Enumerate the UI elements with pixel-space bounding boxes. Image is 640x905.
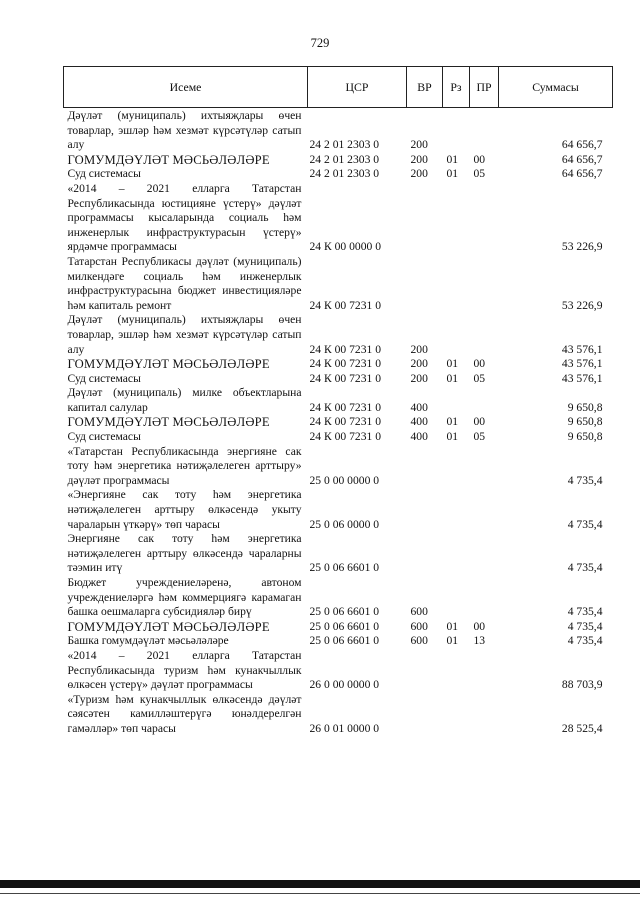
row-rz [443,576,470,620]
row-rz [443,386,470,415]
row-name: ГОМУМДӘҮЛӘТ МӘСЬӘЛӘЛӘРЕ [67,152,270,167]
row-name: «Энергияне сак тоту һәм энергетика нәтиҗәлелеген арттыру өлкәсендә укыту чараларын үткәрү» төп чарасы [67,488,302,531]
row-csr: 25 0 06 6601 0 [309,605,380,619]
table-row [64,620,613,635]
row-name: «2014 – 2021 елларга Татарстан Республикасында туризм һәм кунакчыллык өлкәсен үстерү» дәүләт программасы [67,648,302,692]
table-row [64,415,613,430]
row-pr: 05 [473,371,486,385]
row-csr: 24 К 00 7231 0 [309,400,381,414]
row-vr: 400 [410,430,428,444]
row-vr [407,693,443,737]
row-csr: 24 К 00 7231 0 [309,342,381,356]
row-name: «2014 – 2021 елларга Татарстан Республикасында юстицияне үстерү» дәүләт программасы кысаларында социаль һәм инженерлык инфраструктурасын үстерү» ярдәмче программасы [67,181,302,254]
row-csr: 26 0 01 0000 0 [309,721,380,735]
row-pr: 13 [473,634,486,648]
row-csr: 24 К 00 7231 0 [309,298,381,312]
row-rz [443,649,470,693]
row-sum: 9 650,8 [567,415,603,429]
table-row [64,313,613,357]
row-sum: 64 656,7 [561,138,603,152]
row-rz [443,488,470,532]
scan-edge-line [0,893,640,894]
table-row [64,634,613,649]
row-name: Суд системасы [67,430,141,444]
row-sum: 64 656,7 [561,167,603,181]
row-pr: 05 [473,430,486,444]
table-row [64,649,613,693]
row-csr: 24 К 00 7231 0 [309,357,381,371]
row-pr: 00 [473,152,486,166]
row-pr: 05 [473,167,486,181]
row-name: Башка гомумдәүләт мәсьәләләре [67,634,229,648]
row-rz: 01 [446,415,459,429]
row-vr [407,182,443,255]
row-name: ГОМУМДӘҮЛӘТ МӘСЬӘЛӘЛӘРЕ [67,415,270,430]
row-csr: 26 0 00 0000 0 [309,678,380,692]
row-rz [443,255,470,313]
table-row [64,372,613,387]
row-sum: 28 525,4 [561,721,603,735]
row-sum: 4 735,4 [567,619,603,633]
row-name: Татарстан Республикасы дәүләт (муниципаль) милкендәге социаль һәм инженерлык инфраструктурасына бюджет инвестицияләре һәм капиталь ремонт [67,254,302,312]
row-rz [443,313,470,357]
row-csr: 25 0 06 6601 0 [309,619,380,633]
table-row [64,357,613,372]
row-csr: 25 0 06 0000 0 [309,517,380,531]
row-rz: 01 [446,619,459,633]
row-csr: 24 2 01 2303 0 [309,167,380,181]
row-name: ГОМУМДӘҮЛӘТ МӘСЬӘЛӘЛӘРЕ [67,619,270,634]
header-sum: Суммасы [499,67,613,108]
row-sum: 64 656,7 [561,152,603,166]
row-sum: 53 226,9 [561,240,603,254]
table-row [64,576,613,620]
row-vr: 200 [410,357,428,371]
row-pr: 00 [473,357,486,371]
row-pr [470,182,499,255]
row-rz [443,445,470,489]
row-pr [470,108,499,153]
row-pr [470,488,499,532]
row-vr [407,532,443,576]
row-sum: 4 735,4 [567,473,603,487]
row-pr [470,445,499,489]
row-pr: 00 [473,415,486,429]
row-sum: 4 735,4 [567,605,603,619]
row-pr [470,576,499,620]
row-sum: 43 576,1 [561,342,603,356]
row-name: Суд системасы [67,371,141,385]
row-sum: 4 735,4 [567,517,603,531]
table-row [64,693,613,737]
row-csr: 25 0 00 0000 0 [309,473,380,487]
row-rz [443,693,470,737]
row-name: ГОМУМДӘҮЛӘТ МӘСЬӘЛӘЛӘРЕ [67,357,270,372]
row-vr [407,488,443,532]
row-pr [470,255,499,313]
header-pr: ПР [470,67,499,108]
row-rz: 01 [446,357,459,371]
row-name: Дәүләт (муниципаль) ихтыяҗлары өчен товарлар, эшләр һәм хезмәт күрсәтүләр сатып алу [67,313,302,356]
row-vr: 200 [410,342,428,356]
row-sum: 53 226,9 [561,298,603,312]
row-vr [407,255,443,313]
row-sum: 43 576,1 [561,357,603,371]
row-sum: 9 650,8 [567,400,603,414]
row-vr: 400 [410,415,428,429]
row-sum: 43 576,1 [561,371,603,385]
row-csr: 24 К 00 7231 0 [309,430,381,444]
table-body [64,108,613,737]
row-name: «Туризм һәм кунакчыллык өлкәсендә дәүләт сәясәтен камилләштерүгә юнәлдерелгән гамәлләр» төп чарасы [67,692,302,735]
table-row [64,167,613,182]
row-rz [443,108,470,153]
table-row [64,153,613,168]
row-name: «Татарстан Республикасында энергияне сак тоту һәм энергетика нәтиҗәлелеген арттыру» дәүләт программасы [67,444,302,487]
page-number: 729 [310,36,330,50]
row-csr: 24 К 00 7231 0 [309,371,381,385]
row-csr: 24 К 00 0000 0 [309,240,381,254]
row-vr: 200 [410,152,428,166]
row-pr [470,532,499,576]
row-vr: 600 [410,634,428,648]
row-csr: 25 0 06 6601 0 [309,634,380,648]
table-row [64,430,613,445]
row-sum: 9 650,8 [567,430,603,444]
row-sum: 4 735,4 [567,561,603,575]
row-sum: 4 735,4 [567,634,603,648]
row-pr [470,649,499,693]
row-csr: 24 2 01 2303 0 [309,138,380,152]
row-sum: 88 703,9 [561,678,603,692]
row-rz: 01 [446,430,459,444]
row-pr [470,693,499,737]
row-vr: 600 [410,619,428,633]
budget-table [63,66,613,737]
table-row [64,182,613,255]
row-csr: 24 2 01 2303 0 [309,152,380,166]
table-row [64,108,613,153]
row-vr: 200 [410,138,428,152]
header-rz: Рз [443,67,470,108]
row-rz: 01 [446,167,459,181]
row-vr: 200 [410,371,428,385]
table-row [64,255,613,313]
row-name: Суд системасы [67,167,141,181]
row-vr [407,649,443,693]
header-name: Исеме [64,67,308,108]
row-vr: 200 [410,167,428,181]
table-row [64,488,613,532]
table-row [64,532,613,576]
row-rz [443,532,470,576]
row-rz [443,182,470,255]
header-vr: ВР [407,67,443,108]
row-vr: 600 [410,605,428,619]
row-name: Энергияне сак тоту һәм энергетика нәтиҗәлелеген арттыру өлкәсендә чараларны тәэмин итү [67,532,302,575]
row-name: Дәүләт (муниципаль) ихтыяҗлары өчен товарлар, эшләр һәм хезмәт күрсәтүләр сатып алу [67,109,302,152]
row-rz: 01 [446,634,459,648]
table-row [64,445,613,489]
row-csr: 25 0 06 6601 0 [309,561,380,575]
row-pr: 00 [473,619,486,633]
header-csr: ЦСР [308,67,407,108]
row-name: Бюджет учреждениеләренә, автоном учреждениеләргә һәм коммерциягә карамаган башка оешмаларга субсидияләр бирү [67,576,302,619]
row-rz: 01 [446,371,459,385]
row-name: Дәүләт (муниципаль) милке объектларына капитал салулар [67,386,302,414]
row-vr: 400 [410,400,428,414]
table-header-row [64,67,613,108]
row-rz: 01 [446,152,459,166]
row-pr [470,313,499,357]
table-row [64,386,613,415]
scan-edge-bar [0,880,640,888]
row-pr [470,386,499,415]
row-csr: 24 К 00 7231 0 [309,415,381,429]
row-vr [407,445,443,489]
